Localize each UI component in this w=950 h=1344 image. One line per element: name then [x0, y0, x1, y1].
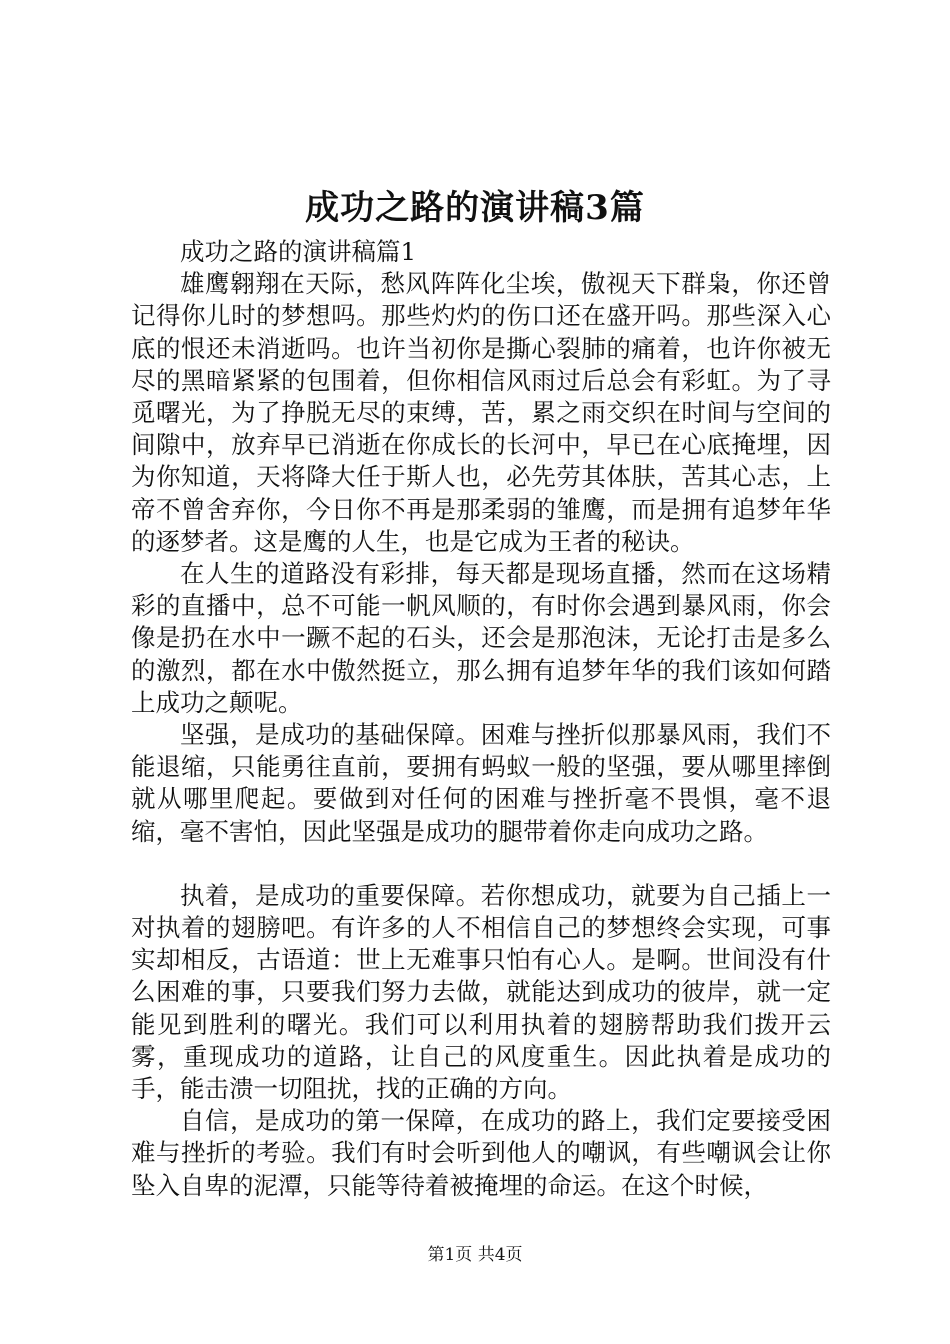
paragraph: 雄鹰翱翔在天际，愁风阵阵化尘埃，傲视天下群枭，你还曾记得你儿时的梦想吗。那些灼灼的伤口还在盛开吗。那些深入心底的恨还未消逝吗。也许当初你是撕心裂肺的痛着，也许你被无尽的黑暗紧紧的包围着，但你相信风雨过后总会有彩虹。为了寻觅曙光，为了挣脱无尽的束缚，苦，累之雨交织在时间与空间的间隙中，放弃早已消逝在你成长的长河中，早已在心底掩埋，因为你知道，天将降大任于斯人也，必先劳其体肤，苦其心志，上帝不曾舍弃你，今日你不再是那柔弱的雏鹰，而是拥有追梦年华的逐梦者。这是鹰的人生，也是它成为王者的秘诀。 — [131, 269, 831, 556]
document-body — [131, 236, 831, 1202]
page-footer: 第1页 共4页 — [427, 1245, 523, 1265]
paragraph-gap — [131, 848, 831, 880]
document-title: 成功之路的演讲稿3篇 — [305, 188, 645, 228]
paragraph: 执着，是成功的重要保障。若你想成功，就要为自己插上一对执着的翅膀吧。有许多的人不相信自己的梦想终会实现，可事实却相反，古语道：世上无难事只怕有心人。是啊。世间没有什么困难的事，只要我们努力去做，就能达到成功的彼岸，就一定能见到胜利的曙光。我们可以利用执着的翅膀帮助我们拨开云雾，重现成功的道路，让自己的风度重生。因此执着是成功的手，能击溃一切阻扰，找的正确的方向。 — [131, 880, 831, 1104]
paragraph: 自信，是成功的第一保障，在成功的路上，我们定要接受困难与挫折的考验。我们有时会听到他人的嘲讽，有些嘲讽会让你坠入自卑的泥潭，只能等待着被掩埋的命运。在这个时候， — [131, 1106, 831, 1200]
section-heading: 成功之路的演讲稿篇1 — [180, 237, 417, 266]
paragraph: 坚强，是成功的基础保障。困难与挫折似那暴风雨，我们不能退缩，只能勇往直前，要拥有蚂蚁一般的坚强，要从哪里摔倒就从哪里爬起。要做到对任何的困难与挫折毫不畏惧，毫不退缩，毫不害怕，因此坚强是成功的腿带着你走向成功之路。 — [131, 720, 831, 846]
paragraph: 在人生的道路没有彩排，每天都是现场直播，然而在这场精彩的直播中，总不可能一帆风顺的，有时你会遇到暴风雨，你会像是扔在水中一蹶不起的石头，还会是那泡沫，无论打击是多么的激烈，都在水中傲然挺立，那么拥有追梦年华的我们该如何踏上成功之颠呢。 — [131, 559, 831, 717]
